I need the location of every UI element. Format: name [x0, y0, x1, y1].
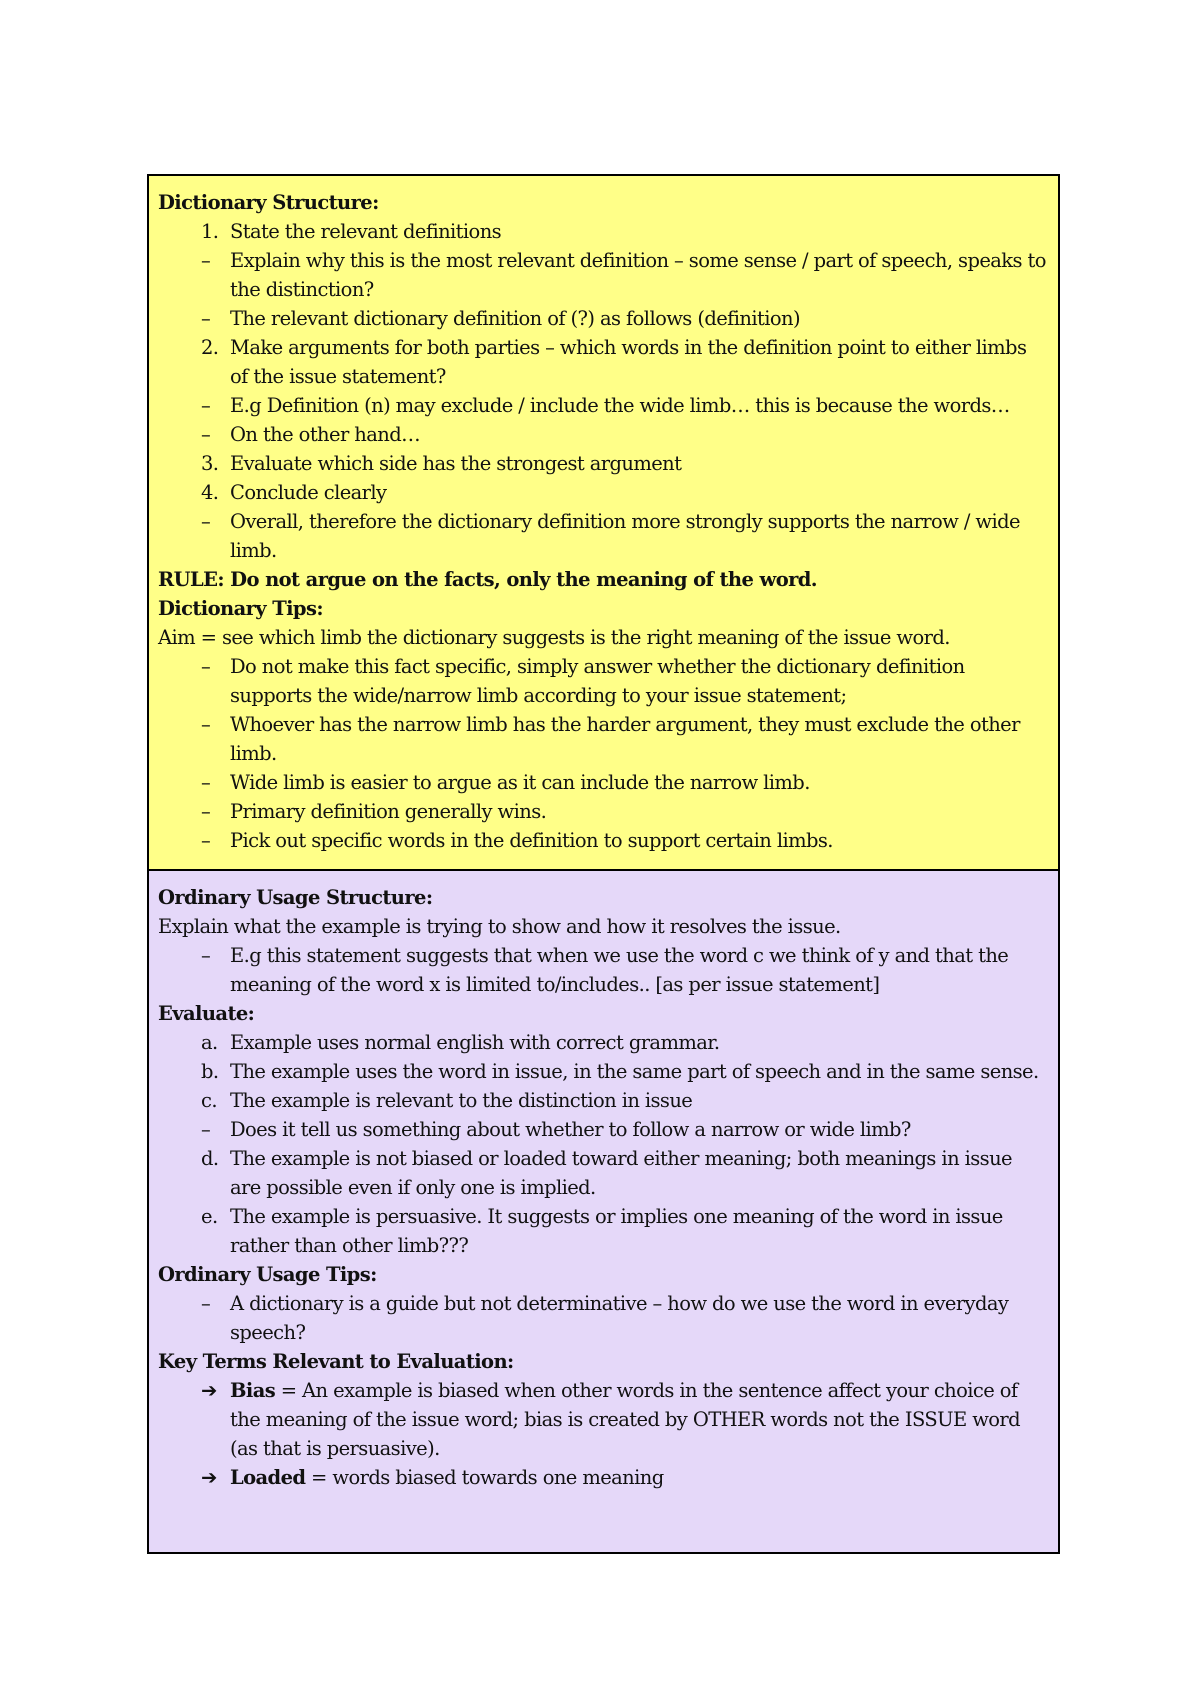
list-item	[158, 1144, 1048, 1202]
list-item-text: The example is relevant to the distinction in issue	[230, 1089, 693, 1112]
rule-text: RULE: Do not argue on the facts, only the meaning of the word.	[158, 568, 817, 591]
list-item	[158, 1289, 1048, 1347]
list-item-text: Wide limb is easier to argue as it can include the narrow limb.	[230, 771, 810, 794]
list-item	[158, 304, 1048, 333]
aim-text: Aim = see which limb the dictionary suggests is the right meaning of the issue word.	[158, 626, 950, 649]
key-term-definition: = words biased towards one meaning	[305, 1466, 664, 1489]
list-item	[158, 1028, 1048, 1057]
ordinary-usage-tips-heading: Ordinary Usage Tips:	[158, 1263, 377, 1286]
list-marker: –	[201, 1292, 211, 1315]
list-item-text: Whoever has the narrow limb has the harder argument, they must exclude the other limb.	[230, 713, 1020, 765]
list-item-text: The relevant dictionary definition of (?) as follows (definition)	[230, 307, 800, 330]
notes-table	[147, 174, 1060, 1554]
list-item-text: E.g Definition (n) may exclude / include the wide limb… this is because the words…	[230, 394, 1010, 417]
list-marker: c.	[201, 1089, 217, 1112]
list-item	[158, 420, 1048, 449]
list-item	[158, 449, 1048, 478]
list-marker: –	[201, 510, 211, 533]
arrow-icon: ➔	[201, 1466, 217, 1489]
ordinary-usage-structure-heading: Ordinary Usage Structure:	[158, 886, 433, 909]
list-marker: d.	[201, 1147, 219, 1170]
explain-text: Explain what the example is trying to show and how it resolves the issue.	[158, 915, 841, 938]
list-item-text: Primary definition generally wins.	[230, 800, 547, 823]
dictionary-section	[149, 176, 1058, 871]
key-term-text	[230, 1376, 1048, 1463]
list-item-text: Conclude clearly	[230, 481, 387, 504]
list-marker: –	[201, 394, 211, 417]
list-item-text: The example is persuasive. It suggests or implies one meaning of the word in issue rather than other limb???	[230, 1205, 1003, 1257]
list-item-text: A dictionary is a guide but not determinative – how do we use the word in everyday speech?	[230, 1292, 1009, 1344]
list-item-text: Make arguments for both parties – which words in the definition point to either limbs of the issue statement?	[230, 336, 1027, 388]
list-marker: –	[201, 800, 211, 823]
list-marker: –	[201, 944, 211, 967]
list-item	[158, 1086, 1048, 1115]
arrow-icon: ➔	[201, 1379, 217, 1402]
list-item-text: Does it tell us something about whether to follow a narrow or wide limb?	[230, 1118, 911, 1141]
dictionary-structure-heading: Dictionary Structure:	[158, 191, 379, 214]
list-item	[158, 507, 1048, 565]
list-item	[158, 1057, 1048, 1086]
list-item-text: The example uses the word in issue, in the same part of speech and in the same sense.	[230, 1060, 1039, 1083]
list-marker: –	[201, 249, 211, 272]
list-marker: b.	[201, 1060, 219, 1083]
key-term-item	[158, 1463, 1048, 1492]
evaluate-heading: Evaluate:	[158, 1002, 255, 1025]
list-marker: –	[201, 1118, 211, 1141]
list-marker: 3.	[201, 452, 219, 475]
list-item-text: E.g this statement suggests that when we use the word c we think of y and that the meaning of the word x is limited to/includes.. [as per issue statement]	[230, 944, 1009, 996]
list-marker: –	[201, 713, 211, 736]
key-term-text	[230, 1463, 1048, 1492]
list-item-text: Pick out specific words in the definition to support certain limbs.	[230, 829, 833, 852]
list-item	[158, 1202, 1048, 1260]
list-marker: 2.	[201, 336, 219, 359]
key-terms-heading: Key Terms Relevant to Evaluation:	[158, 1350, 514, 1373]
list-item	[158, 246, 1048, 304]
list-item	[158, 652, 1048, 710]
ordinary-usage-section	[149, 871, 1058, 1552]
list-item	[158, 768, 1048, 797]
list-marker: –	[201, 829, 211, 852]
list-item	[158, 391, 1048, 420]
list-item	[158, 217, 1048, 246]
list-item	[158, 478, 1048, 507]
list-item	[158, 797, 1048, 826]
list-item-text: Do not make this fact specific, simply answer whether the dictionary definition supports the wide/narrow limb according to your issue statement;	[230, 655, 965, 707]
list-item-text: Explain why this is the most relevant definition – some sense / part of speech, speaks to the distinction?	[230, 249, 1046, 301]
list-item	[158, 1115, 1048, 1144]
list-item	[158, 710, 1048, 768]
list-marker: 1.	[201, 220, 219, 243]
list-item	[158, 941, 1048, 999]
list-item-text: The example is not biased or loaded toward either meaning; both meanings in issue are possible even if only one is implied.	[230, 1147, 1012, 1199]
list-item-text: Evaluate which side has the strongest argument	[230, 452, 682, 475]
key-term-definition: = An example is biased when other words in the sentence affect your choice of the meaning of the issue word; bias is created by OTHER words not the ISSUE word (as that is persuasive).	[230, 1379, 1021, 1460]
list-item	[158, 333, 1048, 391]
list-item-text: Example uses normal english with correct grammar.	[230, 1031, 720, 1054]
list-item-text: Overall, therefore the dictionary definition more strongly supports the narrow / wide limb.	[230, 510, 1020, 562]
list-marker: 4.	[201, 481, 219, 504]
list-marker: –	[201, 771, 211, 794]
list-marker: –	[201, 423, 211, 446]
key-term-item	[158, 1376, 1048, 1463]
key-term-name: Loaded	[230, 1466, 306, 1489]
dictionary-tips-heading: Dictionary Tips:	[158, 597, 323, 620]
list-marker: e.	[201, 1205, 218, 1228]
list-item	[158, 826, 1048, 855]
list-marker: –	[201, 307, 211, 330]
key-term-name: Bias	[230, 1379, 276, 1402]
list-marker: –	[201, 655, 211, 678]
list-item-text: State the relevant definitions	[230, 220, 502, 243]
list-marker: a.	[201, 1031, 218, 1054]
list-item-text: On the other hand…	[230, 423, 420, 446]
